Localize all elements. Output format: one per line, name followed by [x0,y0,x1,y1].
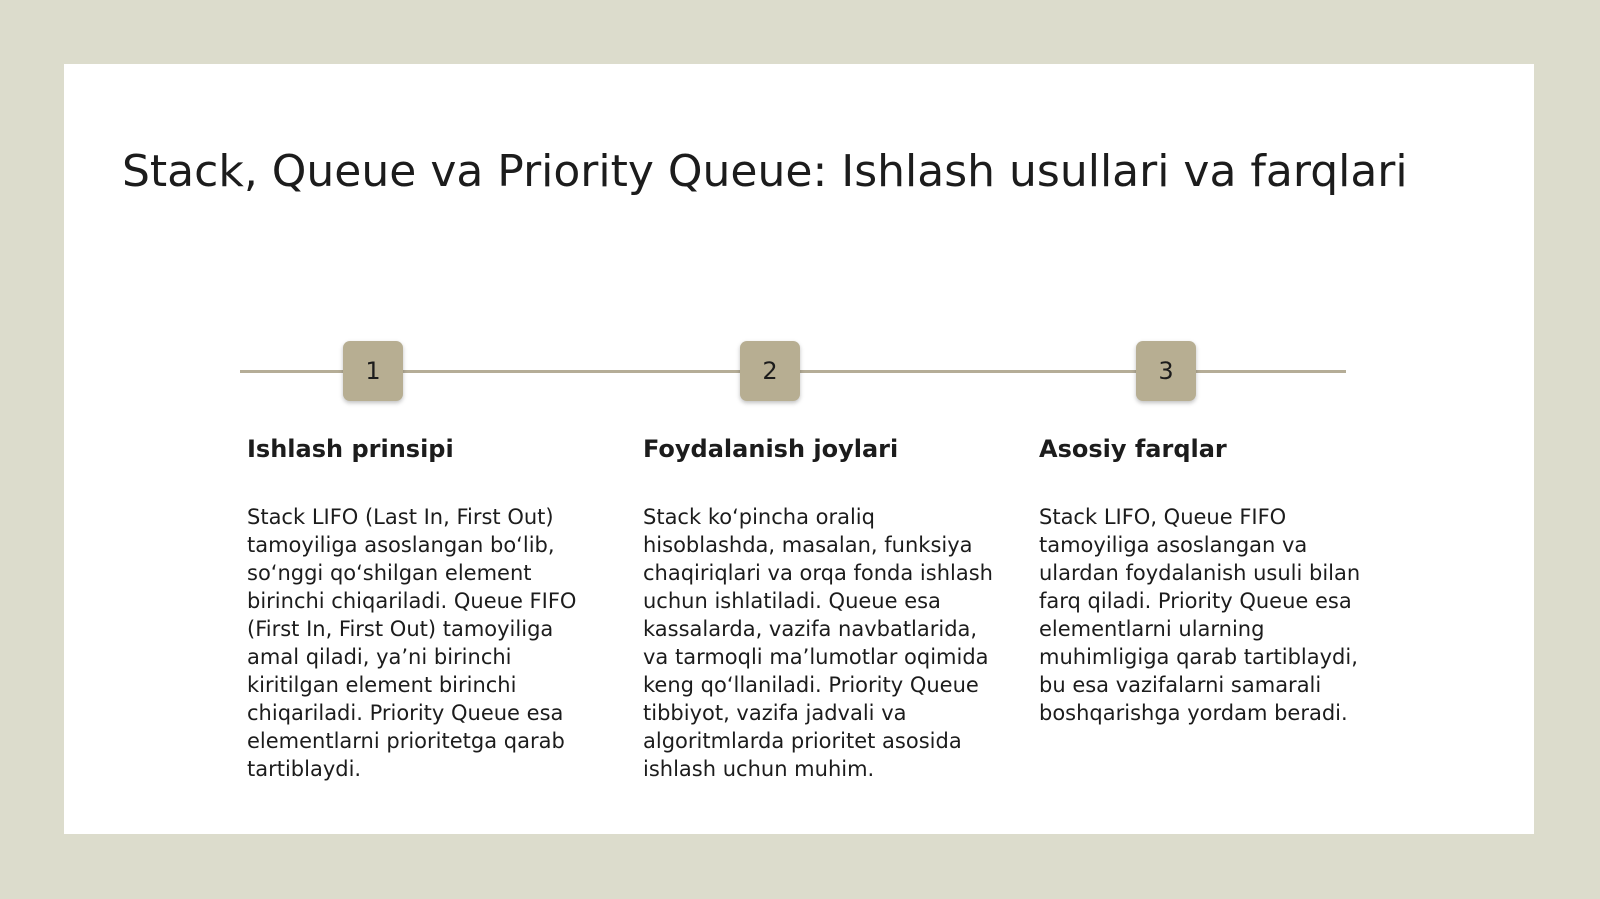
slide [64,64,1534,834]
step-badge-3: 3 [1136,341,1196,401]
step-body-1: Stack LIFO (Last In, First Out) tamoyiliga asoslangan bo‘lib, so‘nggi qo‘shilgan element birinchi chiqariladi. Queue FIFO (First In, First Out) tamoyiliga amal qiladi, ya’ni birinchi kiritilgan element birinchi chiqariladi. Priority Queue esa elementlarni prioritetga qarab tartiblaydi. [247,505,577,782]
step-body-3: Stack LIFO, Queue FIFO tamoyiliga asoslangan va ulardan foydalanish usuli bilan farq qiladi. Priority Queue esa elementlarni ularning muhimligiga qarab tartiblaydi, bu esa vazifalarni samarali boshqarishga yordam beradi. [1039,505,1361,726]
step-body-2: Stack ko‘pincha oraliq hisoblashda, masalan, funksiya chaqiriqlari va orqa fonda ishlash uchun ishlatiladi. Queue esa kassalarda, vazifa navbatlarida, va tarmoqli ma’lumotlar oqimida keng qo‘llaniladi. Priority Queue tibbiyot, vazifa jadvali va algoritmlarda prioritet asosida ishlash uchun muhim. [643,505,993,782]
step-column-3 [1039,434,1389,727]
step-heading-3: Asosiy farqlar [1039,435,1227,463]
step-heading-1: Ishlash prinsipi [247,435,454,463]
slide-title: Stack, Queue va Priority Queue: Ishlash usullari va farqlari [122,146,1408,197]
step-badge-2: 2 [740,341,800,401]
step-column-2 [643,434,993,783]
step-heading-2: Foydalanish joylari [643,435,899,463]
step-column-1 [247,434,597,783]
step-badge-1: 1 [343,341,403,401]
